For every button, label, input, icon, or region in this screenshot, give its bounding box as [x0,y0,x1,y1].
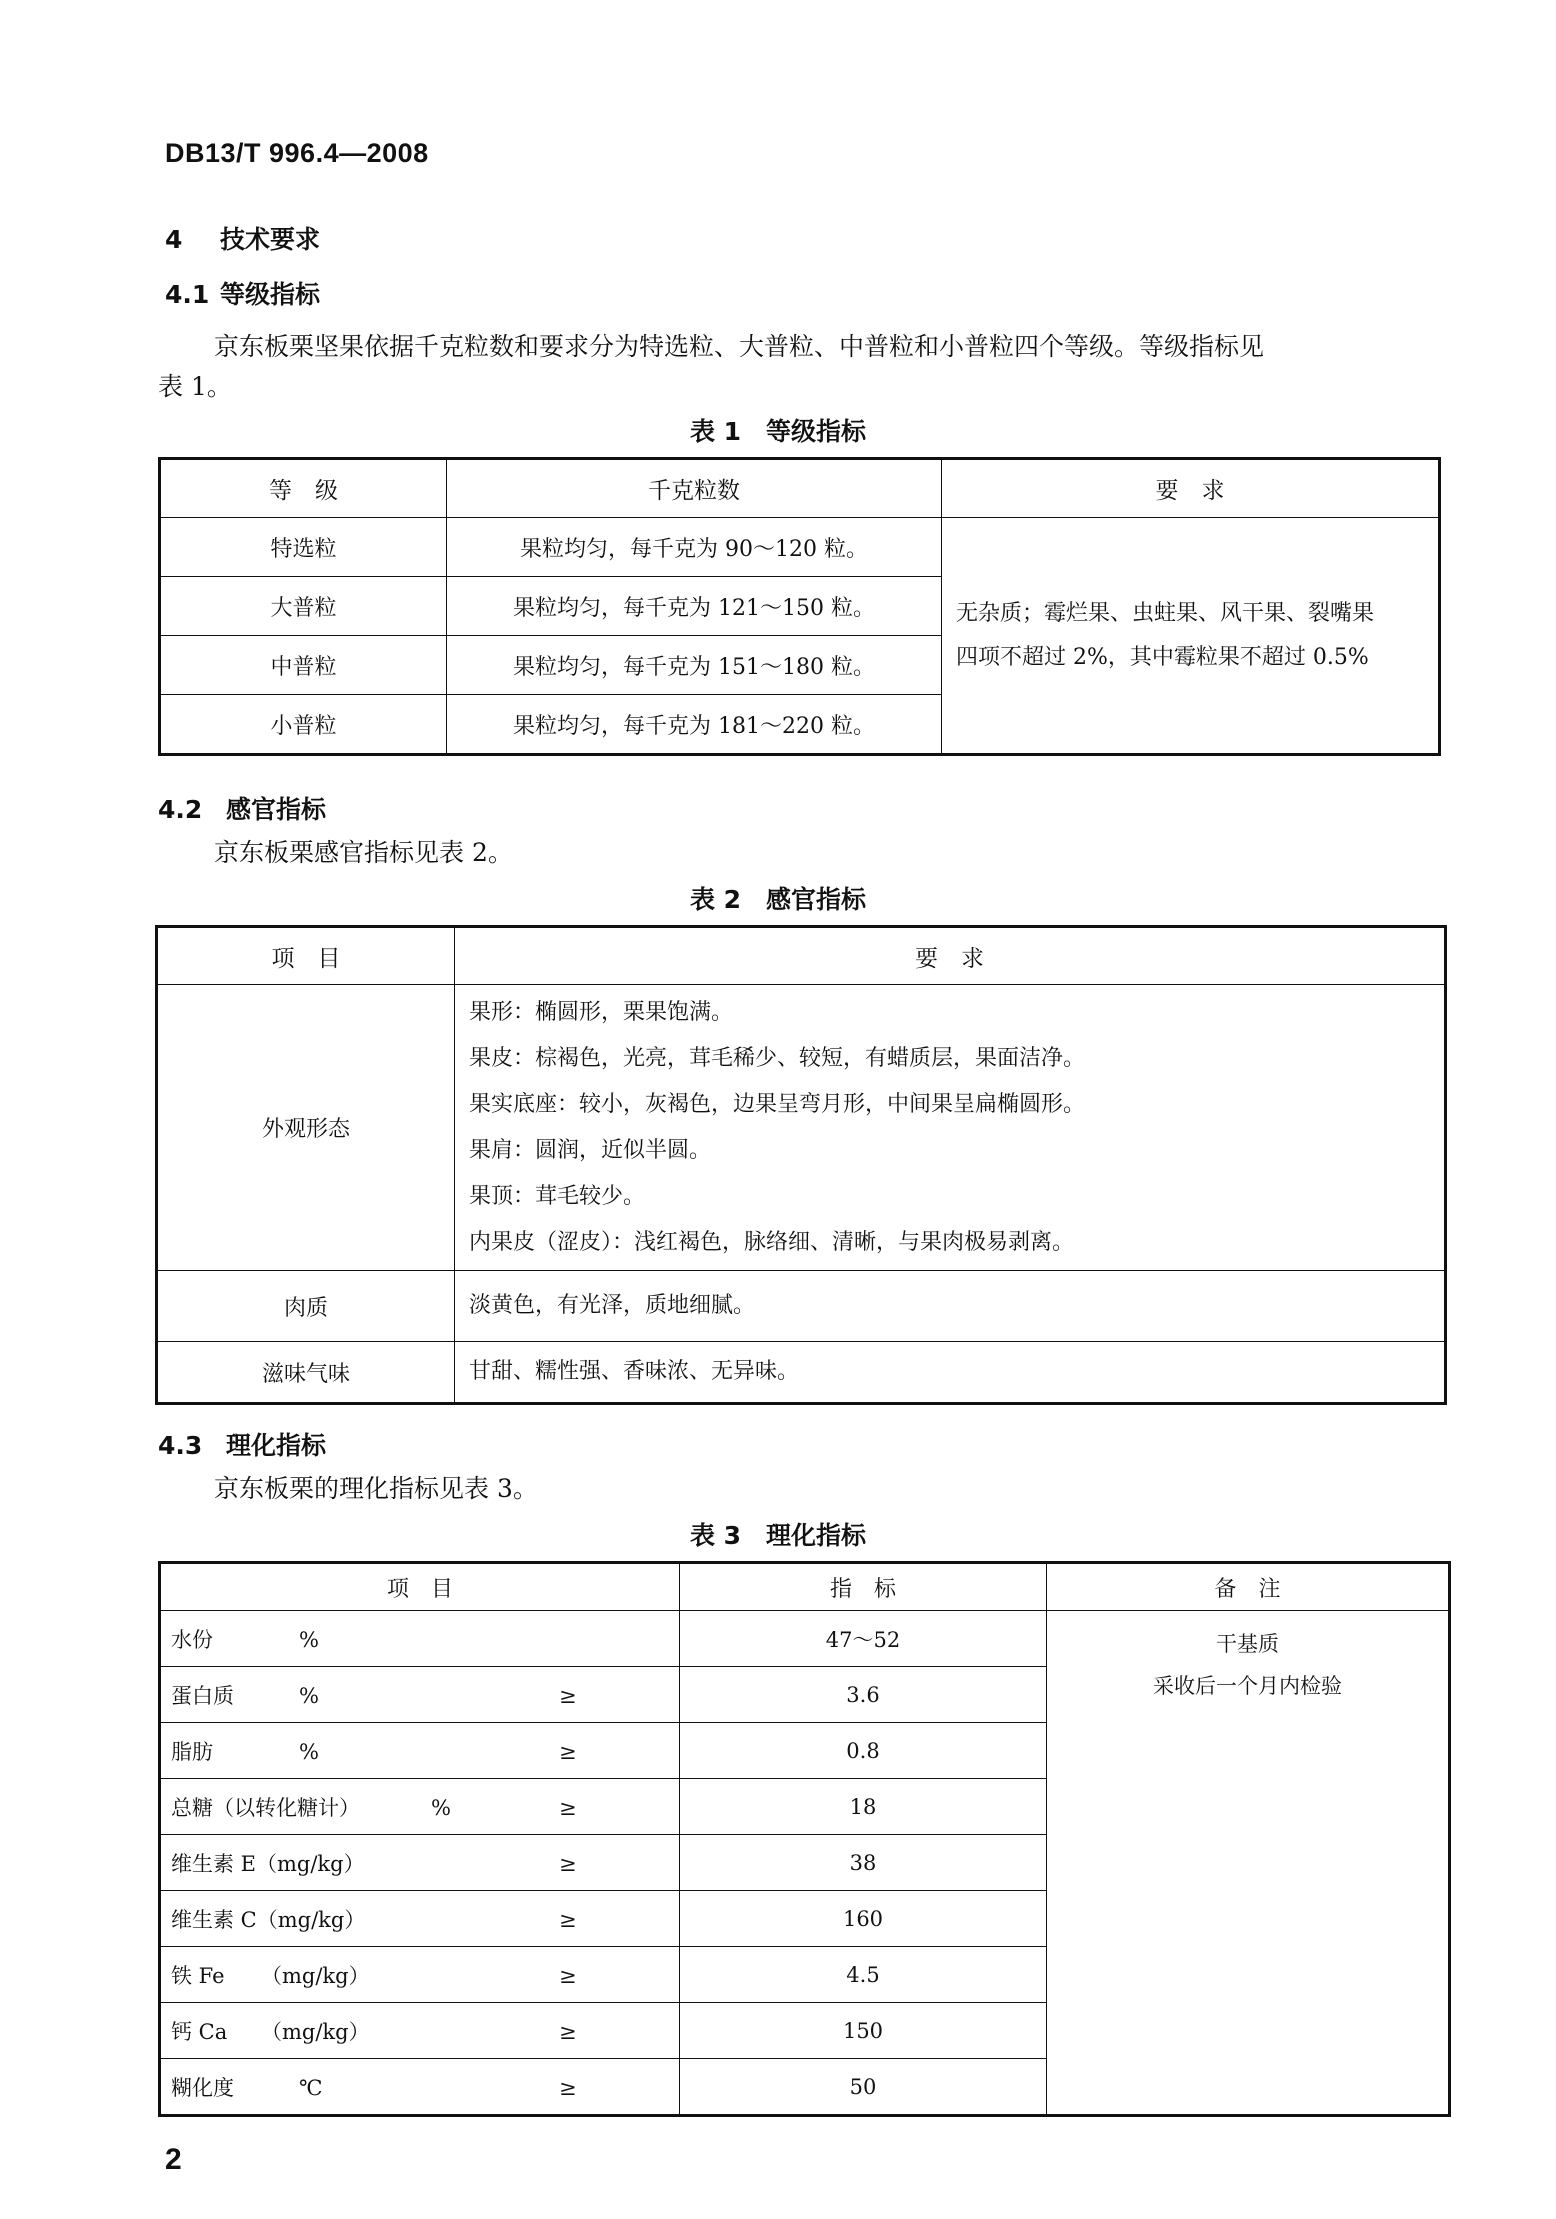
item-unit: % [299,1627,319,1652]
comparison-sign: ≥ [559,1963,577,1988]
item-cell: 肉质 [157,1271,455,1342]
value-cell: 47～52 [680,1611,1047,1667]
note-cell [1047,1611,1450,2116]
grade-cell: 大普粒 [160,577,447,636]
description-line: 淡黄色，有光泽，质地细腻。 [469,1293,756,1318]
value-cell: 3.6 [680,1667,1047,1723]
comparison-sign: ≥ [559,2075,577,2100]
column-header-requirement: 要 求 [942,459,1440,518]
item-cell [160,2059,680,2116]
item-name: 维生素 E（mg/kg） [171,1851,365,1876]
description-line: 果肩：圆润，近似半圆。 [469,1137,712,1163]
sensory-table [155,925,1447,1405]
comparison-sign: ≥ [559,2019,577,2044]
section-4-1-paragraph-line1: 京东板栗坚果依据千克粒数和要求分为特选粒、大普粒、中普粒和小普粒四个等级。等级指标见 [214,332,1265,361]
description-cell [455,1271,1446,1342]
item-unit: % [299,1683,319,1708]
value-cell: 4.5 [680,1947,1047,2003]
item-name: 维生素 C（mg/kg） [171,1907,366,1932]
description-line: 内果皮（涩皮）：浅红褐色，脉络细、清晰，与果肉极易剥离。 [469,1229,1075,1255]
count-cell: 果粒均匀，每千克为 121～150 粒。 [447,577,942,636]
item-name: 脂肪 [171,1739,213,1764]
table-row [157,1271,1446,1342]
description-line: 果皮：棕褐色，光亮，茸毛稀少、较短，有蜡质层，果面洁净。 [469,1045,1086,1071]
value-cell: 160 [680,1891,1047,1947]
value-cell: 38 [680,1835,1047,1891]
column-header-item: 项 目 [157,927,455,985]
item-unit: （mg/kg） [261,1963,370,1988]
item-cell [160,2003,680,2059]
section-4-2-paragraph: 京东板栗感官指标见表 2。 [214,838,513,867]
comparison-sign: ≥ [559,1739,577,1764]
requirement-cell [942,518,1440,755]
description-line: 果顶：茸毛较少。 [469,1183,646,1209]
comparison-sign: ≥ [559,1907,577,1932]
item-cell: 外观形态 [157,985,455,1271]
description-cell [455,1342,1446,1404]
section-4-heading [165,220,320,256]
table-header-row [157,927,1446,985]
count-cell: 果粒均匀，每千克为 181～220 粒。 [447,695,942,755]
section-4-1-heading [165,275,320,311]
column-header-note: 备 注 [1047,1563,1450,1611]
section-title: 理化指标 [226,1431,327,1460]
physicochemical-table [158,1561,1451,2117]
section-title: 技术要求 [220,225,321,254]
column-header-count: 千克粒数 [447,459,942,518]
item-unit: （mg/kg） [261,2019,370,2044]
item-name: 总糖（以转化糖计） [171,1795,360,1820]
comparison-sign: ≥ [559,1851,577,1876]
note-line: 采收后一个月内检验 [1153,1674,1342,1698]
column-header-index: 指 标 [680,1563,1047,1611]
section-4-3-heading [158,1426,326,1462]
section-title: 等级指标 [220,280,321,309]
value-cell: 50 [680,2059,1047,2116]
requirement-line: 无杂质；霉烂果、虫蛀果、风干果、裂嘴果 [956,600,1375,626]
column-header-grade: 等 级 [160,459,447,518]
item-cell [160,1723,680,1779]
document-code: DB13/T 996.4—2008 [165,138,429,168]
table-row [157,985,1446,1271]
item-cell: 滋味气味 [157,1342,455,1404]
grade-cell: 中普粒 [160,636,447,695]
grade-table [158,457,1441,756]
description-line: 果实底座：较小，灰褐色，边果呈弯月形，中间果呈扁椭圆形。 [469,1091,1086,1117]
section-number: 4.3 [158,1431,203,1460]
table-3-caption: 表 3 理化指标 [689,1521,867,1550]
value-cell: 150 [680,2003,1047,2059]
grade-cell: 特选粒 [160,518,447,577]
section-4-2-heading [158,790,326,826]
count-cell: 果粒均匀，每千克为 90～120 粒。 [447,518,942,577]
item-cell [160,1891,680,1947]
requirement-line: 四项不超过 2%，其中霉粒果不超过 0.5% [956,644,1369,670]
section-4-3-paragraph: 京东板栗的理化指标见表 3。 [214,1474,538,1503]
description-line: 果形：椭圆形，栗果饱满。 [469,999,734,1025]
item-cell [160,1779,680,1835]
table-row [157,1342,1446,1404]
item-name: 蛋白质 [171,1683,234,1708]
column-header-item: 项 目 [160,1563,680,1611]
grade-cell: 小普粒 [160,695,447,755]
page-number: 2 [165,2143,182,2176]
table-header-row [160,459,1440,518]
section-number: 4.2 [158,795,203,824]
section-title: 感官指标 [226,795,327,824]
item-unit: % [431,1795,451,1820]
item-name: 钙 Ca [171,2019,228,2044]
table-2-caption: 表 2 感官指标 [689,885,867,914]
section-number: 4.1 [165,280,210,309]
item-cell [160,1947,680,2003]
count-cell: 果粒均匀，每千克为 151～180 粒。 [447,636,942,695]
table-row [160,518,1440,577]
item-unit: % [299,1739,319,1764]
table-header-row [160,1563,1450,1611]
item-cell [160,1611,680,1667]
value-cell: 0.8 [680,1723,1047,1779]
item-unit: ℃ [299,2075,323,2100]
section-number: 4 [165,225,183,254]
column-header-requirement: 要 求 [455,927,1446,985]
description-cell [455,985,1446,1271]
item-name: 糊化度 [171,2075,234,2100]
table-1-caption: 表 1 等级指标 [689,417,867,446]
comparison-sign: ≥ [559,1795,577,1820]
table-row [160,1611,1450,1667]
item-cell [160,1667,680,1723]
section-4-1-paragraph-line2: 表 1。 [158,372,232,401]
description-line: 甘甜、糯性强、香味浓、无异味。 [469,1359,800,1384]
value-cell: 18 [680,1779,1047,1835]
comparison-sign: ≥ [559,1683,577,1708]
item-name: 铁 Fe [171,1963,225,1988]
note-line: 干基质 [1216,1632,1279,1656]
item-name: 水份 [171,1627,213,1652]
item-cell [160,1835,680,1891]
